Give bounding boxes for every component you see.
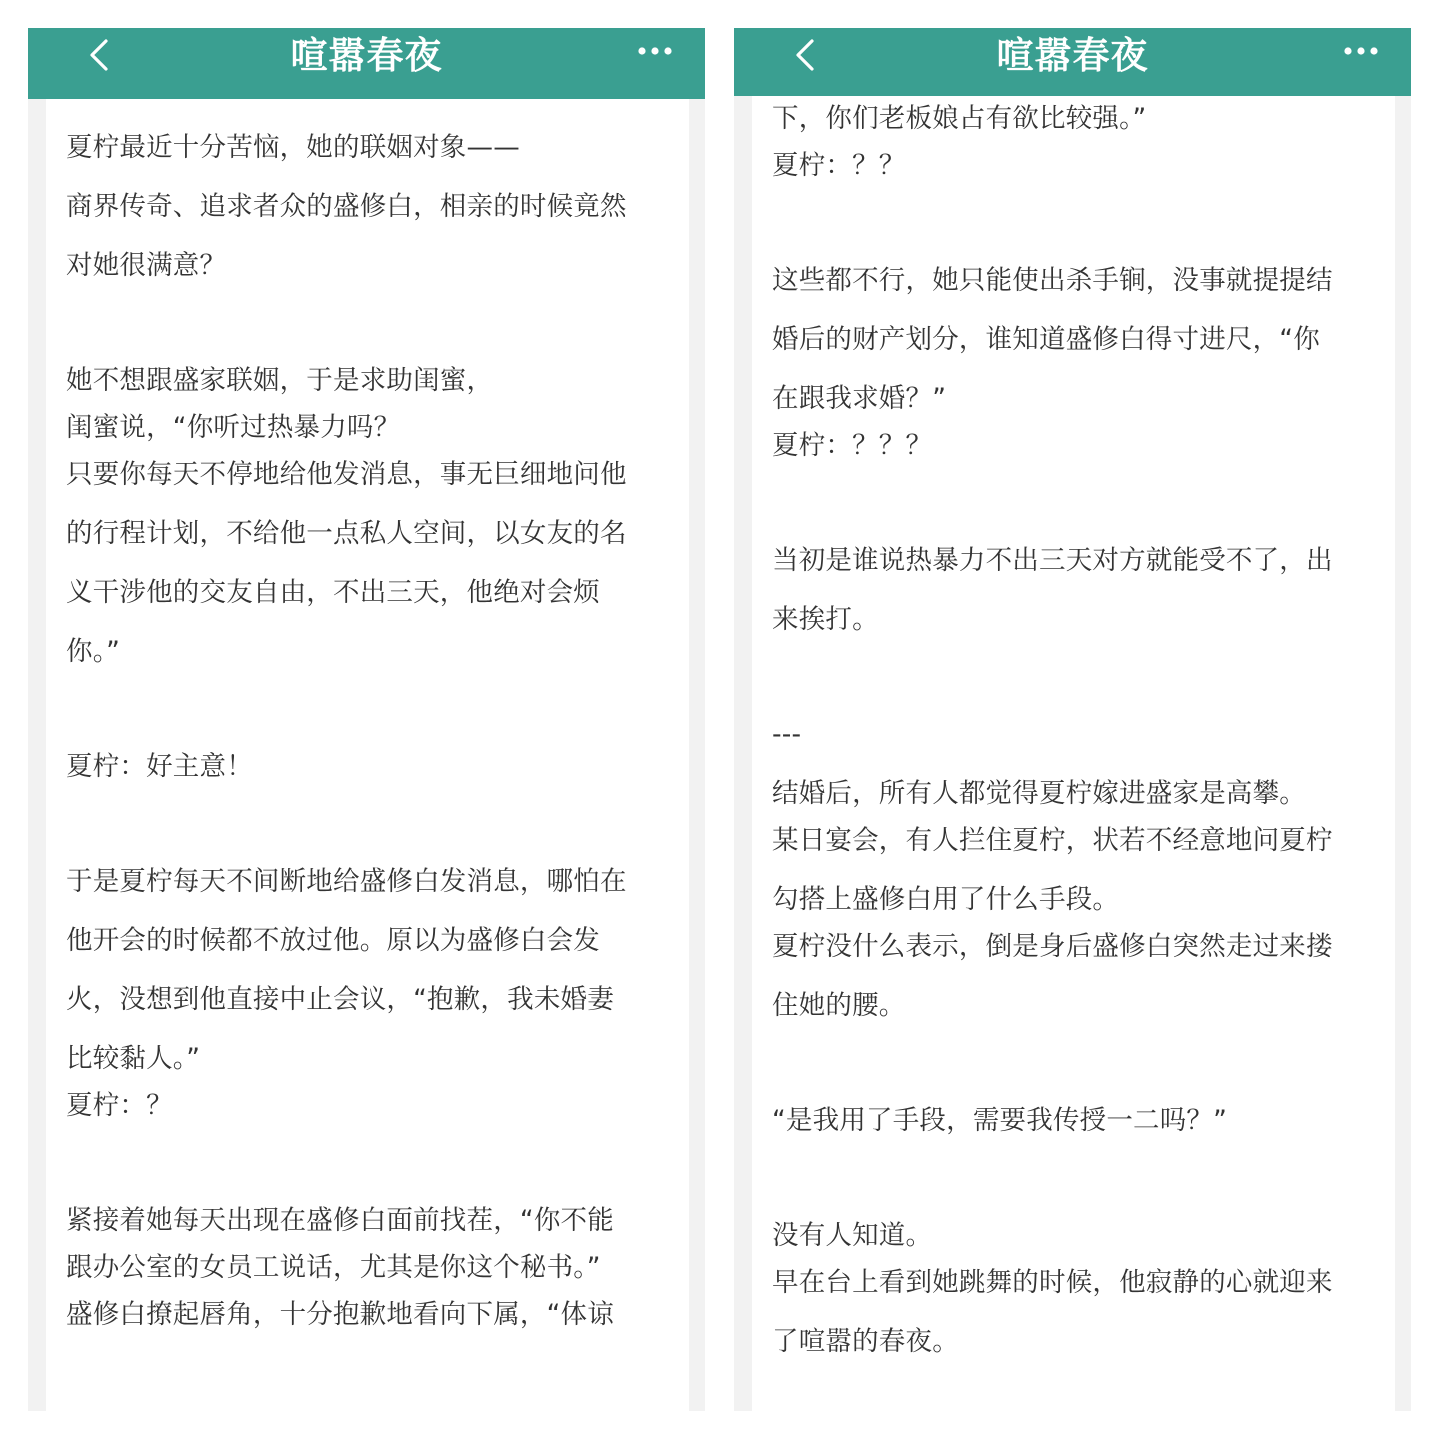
text-line: “是我用了手段，需要我传授一二吗？” xyxy=(772,1105,1228,1136)
paragraph-gap xyxy=(772,649,1377,705)
left-article-text xyxy=(66,118,671,1344)
text-line: 住她的腰。 xyxy=(772,990,906,1021)
left-reader-panel xyxy=(28,28,705,1411)
text-line: 她不想跟盛家联姻，于是求助闺蜜， xyxy=(66,365,494,396)
text-line: 下，你们老板娘占有欲比较强。” xyxy=(772,103,1147,134)
text-line: 结婚后，所有人都觉得夏柠嫁进盛家是高攀。 xyxy=(772,778,1306,809)
text-line: 商界传奇、追求者众的盛修白，相亲的时候竟然 xyxy=(66,191,627,222)
text-line: 夏柠：？ xyxy=(66,1090,173,1121)
text-line: 夏柠最近十分苦恼，她的联姻对象—— xyxy=(66,132,520,163)
text-line: 勾搭上盛修白用了什么手段。 xyxy=(772,884,1120,915)
more-horizontal-icon[interactable] xyxy=(1343,44,1379,58)
paragraph-gap xyxy=(772,1035,1377,1091)
text-line: 这些都不行，她只能使出杀手锏，没事就提提结 xyxy=(772,265,1333,296)
paragraph-gap xyxy=(66,681,671,737)
page-title: 喧嚣春夜 xyxy=(996,34,1149,77)
text-line: 某日宴会，有人拦住夏柠，状若不经意地问夏柠 xyxy=(772,825,1333,856)
text-line: 当初是谁说热暴力不出三天对方就能受不了，出 xyxy=(772,545,1333,576)
text-line: 的行程计划，不给他一点私人空间，以女友的名 xyxy=(66,518,627,549)
text-line: 盛修白撩起唇角，十分抱歉地看向下属，“体谅 xyxy=(66,1299,614,1330)
text-line: 来挨打。 xyxy=(772,604,879,635)
text-line: 夏柠：？？？ xyxy=(772,430,933,461)
paragraph-gap xyxy=(66,796,671,852)
text-line: 火，没想到他直接中止会议，“抱歉，我未婚妻 xyxy=(66,984,614,1015)
text-line: 跟办公室的女员工说话，尤其是你这个秘书。” xyxy=(66,1252,601,1283)
more-horizontal-icon[interactable] xyxy=(637,44,673,58)
text-line: 只要你每天不停地给他发消息，事无巨细地问他 xyxy=(66,459,627,490)
text-line: 夏柠：？？ xyxy=(772,150,906,181)
text-line: 了喧嚣的春夜。 xyxy=(772,1326,959,1357)
right-article-text xyxy=(772,89,1377,1371)
left-article-body xyxy=(46,99,689,1411)
text-line: 早在台上看到她跳舞的时候，他寂静的心就迎来 xyxy=(772,1267,1333,1298)
text-line: 闺蜜说，“你听过热暴力吗？ xyxy=(66,412,401,443)
paragraph-gap xyxy=(66,295,671,351)
paragraph-gap xyxy=(772,195,1377,251)
text-line: 你。” xyxy=(66,636,121,667)
text-line: 夏柠没什么表示，倒是身后盛修白突然走过来搂 xyxy=(772,931,1333,962)
text-line: 婚后的财产划分，谁知道盛修白得寸进尺，“你 xyxy=(772,324,1320,355)
text-line: --- xyxy=(772,719,802,750)
left-top-bar xyxy=(28,28,705,99)
text-line: 夏柠：好主意！ xyxy=(66,751,253,782)
text-line: 对她很满意？ xyxy=(66,250,227,281)
right-top-bar xyxy=(734,28,1411,96)
text-line: 义干涉他的交友自由，不出三天，他绝对会烦 xyxy=(66,577,600,608)
text-line: 比较黏人。” xyxy=(66,1043,201,1074)
text-line: 没有人知道。 xyxy=(772,1220,933,1251)
text-line: 他开会的时候都不放过他。原以为盛修白会发 xyxy=(66,925,600,956)
text-line: 在跟我求婚？” xyxy=(772,383,947,414)
paragraph-gap xyxy=(772,1150,1377,1206)
paragraph-gap xyxy=(66,1135,671,1191)
right-article-body xyxy=(752,96,1395,1411)
text-line: 紧接着她每天出现在盛修白面前找茬，“你不能 xyxy=(66,1205,614,1236)
right-reader-panel xyxy=(734,28,1411,1411)
text-line: 于是夏柠每天不间断地给盛修白发消息，哪怕在 xyxy=(66,866,627,897)
page-title: 喧嚣春夜 xyxy=(290,34,443,77)
paragraph-gap xyxy=(772,475,1377,531)
